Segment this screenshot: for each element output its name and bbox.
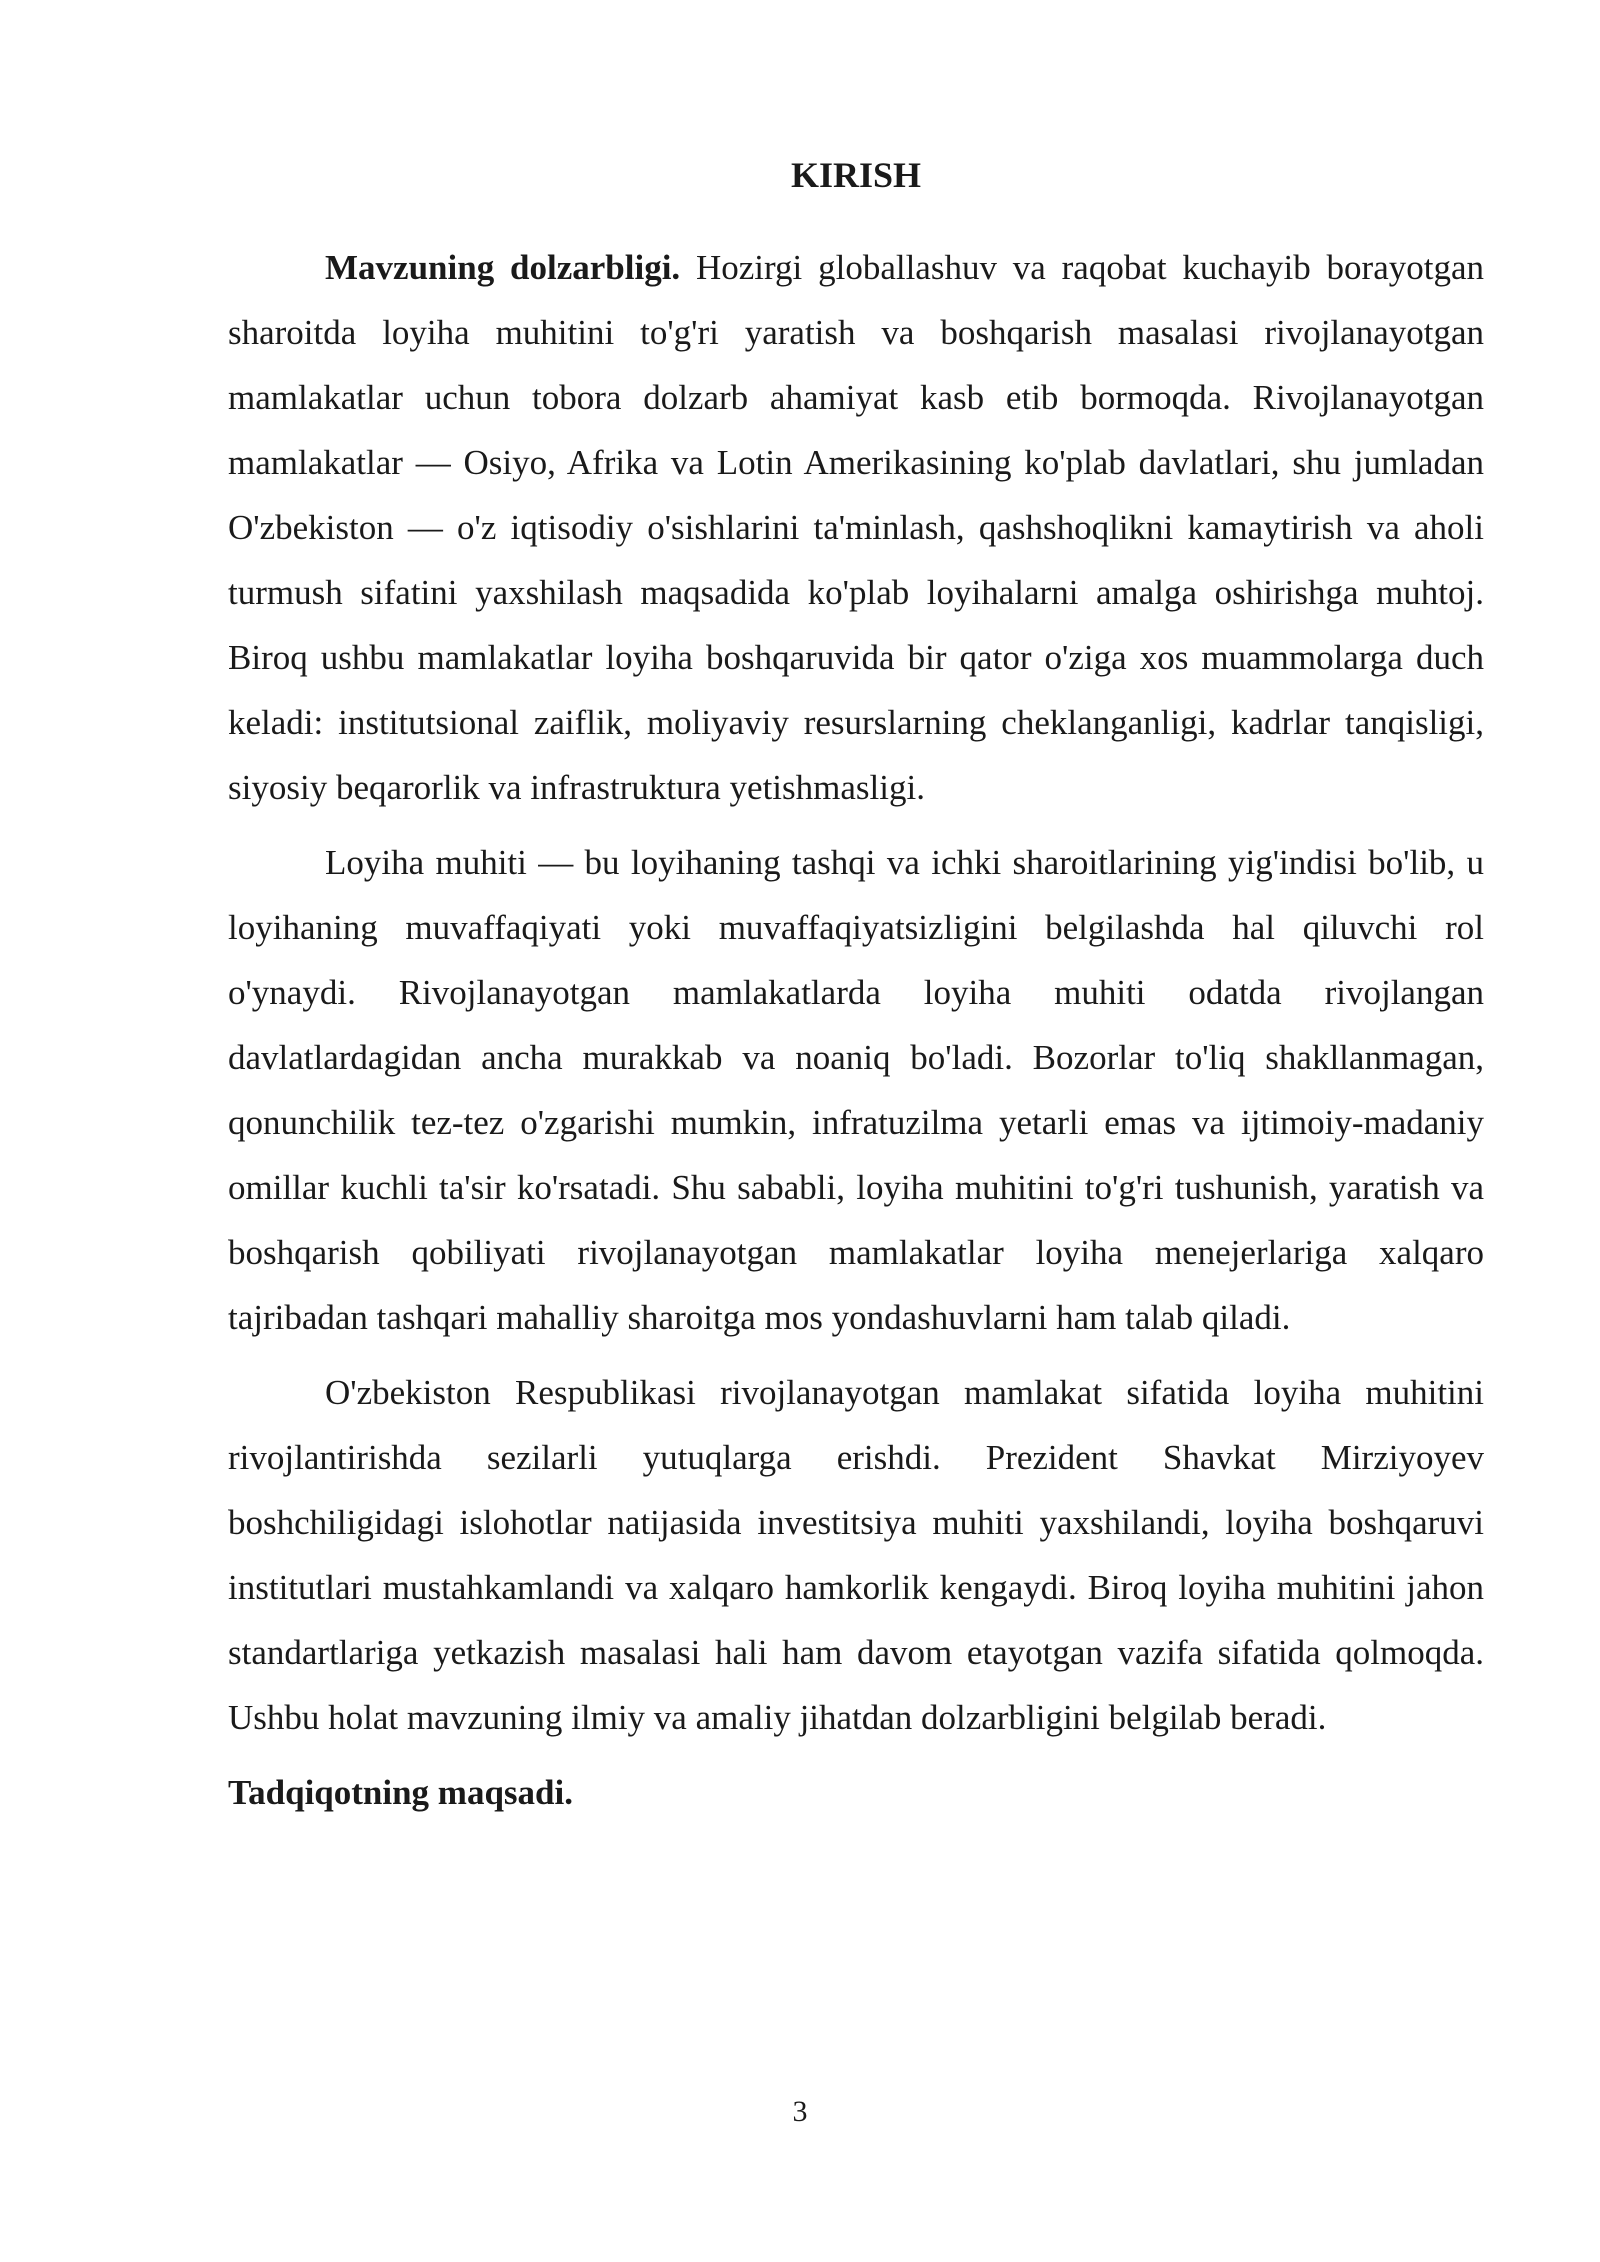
page-number: 3 — [792, 2095, 808, 2128]
paragraph-project-environment — [228, 830, 1484, 1350]
paragraph-relevance — [228, 235, 1484, 820]
page-heading: KIRISH — [790, 155, 922, 195]
paragraph-text: Hozirgi globallashuv va raqobat kuchayib borayotgan sharoitda loyiha muhitini to'g'ri yaratish va boshqarish masalasi rivojlanayotgan mamlakatlar uchun tobora dolzarb ahamiyat kasb etib bormoqda. Rivojlanayotgan mamlakatlar — Osiyo, Afrika va Lotin Amerikasining ko'plab davlatlari, shu jumladan O'zbekiston — o'z iqtisodiy o'sishlarini ta'minlash, qashshoqlikni kamaytirish va aholi turmush sifatini yaxshilash maqsadida ko'plab loyihalarni amalga oshirishga muhtoj. Biroq ushbu mamlakatlar loyiha boshqaruvida bir qator o'ziga xos muammolarga duch keladi: institutsional zaiflik, moliyaviy resurslarning cheklanganligi, kadrlar tanqisligi, siyosiy beqarorlik va infrastruktura yetishmasligi. — [228, 248, 1484, 807]
page-content — [228, 145, 1484, 1825]
paragraph-lead: Mavzuning dolzarbligi. — [325, 248, 681, 287]
paragraph-text: Loyiha muhiti — bu loyihaning tashqi va ichki sharoitlarining yig'indisi bo'lib, u loyihaning muvaffaqiyati yoki muvaffaqiyatsizligini belgilashda hal qiluvchi rol o'ynaydi. Rivojlanayotgan mamlakatlarda loyiha muhiti odatda rivojlangan davlatlardagidan ancha murakkab va noaniq bo'ladi. Bozorlar to'liq shakllanmagan, qonunchilik tez-tez o'zgarishi mumkin, infratuzilma yetarli emas va ijtimoiy-madaniy omillar kuchli ta'sir ko'rsatadi. Shu sababli, loyiha muhitini to'g'ri tushunish, yaratish va boshqarish qobiliyati rivojlanayotgan mamlakatlar loyiha menejerlariga xalqaro tajribadan tashqari mahalliy sharoitga mos yondashuvlarni ham talab qiladi. — [228, 843, 1484, 1337]
section-subheading: Tadqiqotning maqsadi. — [228, 1773, 573, 1812]
paragraph-text: O'zbekiston Respublikasi rivojlanayotgan mamlakat sifatida loyiha muhitini rivojlantirishda sezilarli yutuqlarga erishdi. Prezident Shavkat Mirziyoyev boshchiligidagi islohotlar natijasida investitsiya muhiti yaxshilandi, loyiha boshqaruvi institutlari mustahkamlandi va xalqaro hamkorlik kengaydi. Biroq loyiha muhitini jahon standartlariga yetkazish masalasi hali ham davom etayotgan vazifa sifatida qolmoqda. Ushbu holat mavzuning ilmiy va amaliy jihatdan dolzarbligini belgilab beradi. — [228, 1373, 1484, 1737]
paragraph-uzbekistan — [228, 1360, 1484, 1750]
